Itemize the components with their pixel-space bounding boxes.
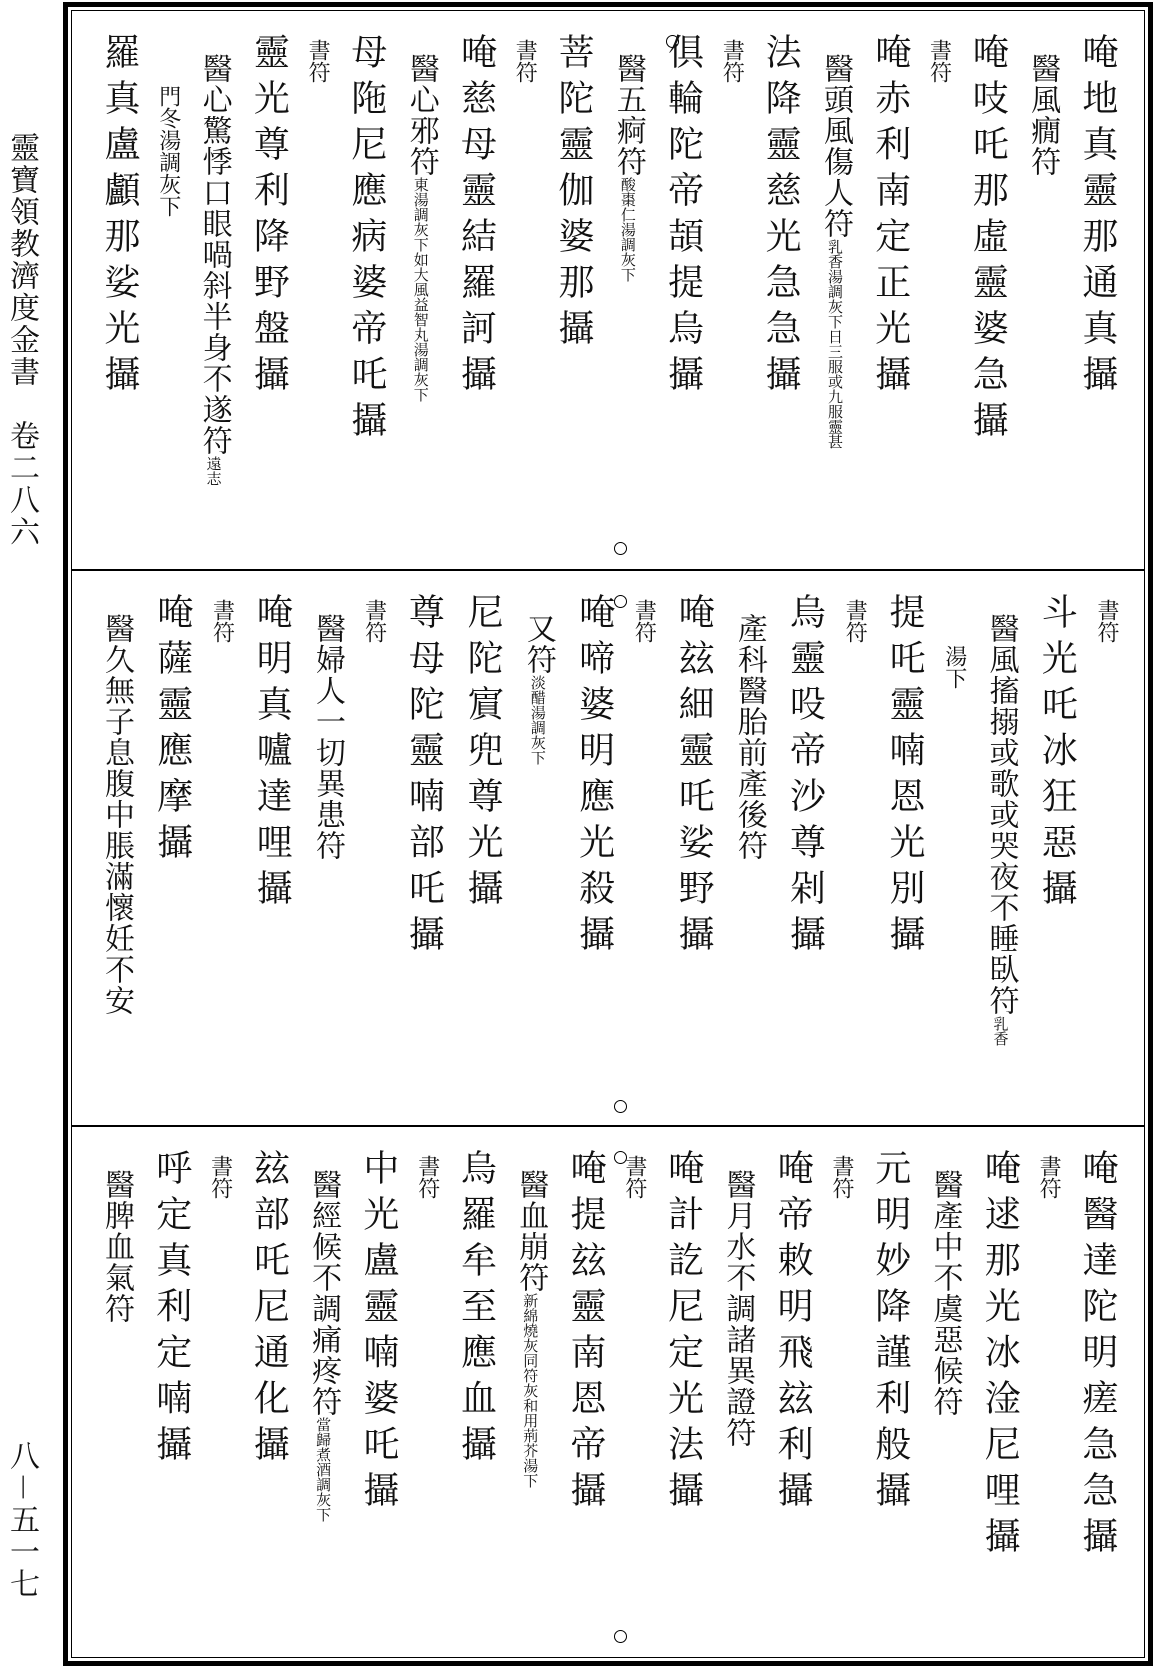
incantation-column <box>867 33 913 529</box>
incantation-column <box>571 593 617 1087</box>
talisman-title-column <box>518 593 558 1107</box>
column-text: 書符 <box>631 599 657 643</box>
column-text: 唵地真靈那通真攝 <box>1076 33 1118 401</box>
column-text: 唵提玆靈南恩帝攝 <box>565 1149 607 1517</box>
incantation-column <box>248 593 294 1087</box>
column-group <box>96 33 1120 529</box>
incantation-column <box>245 33 291 529</box>
page-frame <box>63 2 1153 1666</box>
column-text: 書符 <box>209 599 235 643</box>
talisman-title-column <box>401 33 441 549</box>
column-text: 母陁尼應病婆帝吒攝 <box>345 33 387 447</box>
talisman-title-column <box>303 1149 343 1637</box>
column-group <box>96 593 1120 1087</box>
column-text: 唵慈母靈結羅訶攝 <box>455 33 497 401</box>
instruction-note-column <box>413 1149 441 1623</box>
column-annotation: 當歸煮酒調灰下 <box>314 1417 333 1522</box>
instruction-note-column <box>303 33 331 535</box>
column-text: 烏靈吺帝沙尊剁攝 <box>784 593 826 961</box>
column-text: 醫經候不調痛疼符 <box>306 1169 342 1417</box>
column-text: 書符 <box>207 1155 233 1199</box>
circle-mark-icon <box>614 1100 627 1113</box>
instruction-note-column <box>925 33 953 535</box>
talisman-title-column <box>307 593 347 1107</box>
incantation-column <box>976 1149 1022 1617</box>
incantation-column <box>1074 33 1120 529</box>
circle-mark-icon <box>614 542 627 555</box>
column-text: 斗光吒冰狂惡攝 <box>1036 593 1078 915</box>
column-text: 尊母陀靈喃部吒攝 <box>403 593 445 961</box>
column-text: 產科醫胎前產後符 <box>731 613 767 861</box>
talisman-title-column <box>729 593 769 1107</box>
incantation-column <box>782 593 828 1087</box>
column-text: 唵醫達陀明瘥急急攝 <box>1076 1149 1118 1563</box>
column-annotation: 東湯調灰下如大風益智丸湯調灰下 <box>411 177 430 402</box>
incantation-column <box>96 33 142 529</box>
incantation-column <box>1033 593 1079 1087</box>
column-text: 醫五痾符 <box>610 53 646 177</box>
column-text: 醫久無子息腹中脹滿懷妊不安 <box>99 613 134 1016</box>
column-text: 唵吱吒那虛靈婆急攝 <box>967 33 1009 447</box>
column-text: 書符 <box>414 1155 440 1199</box>
instruction-note-column <box>206 1149 234 1623</box>
column-text: 烏羅牟至應血攝 <box>455 1149 497 1471</box>
column-text: 書符 <box>926 39 952 83</box>
column-text: 醫脾血氣符 <box>99 1169 134 1324</box>
column-text: 書符 <box>305 39 331 83</box>
incantation-column <box>660 1149 706 1617</box>
column-text: 靈光尊利降野盤攝 <box>248 33 290 401</box>
instruction-note-column <box>510 33 538 535</box>
incantation-column <box>562 1149 608 1617</box>
column-annotation: 新綿燒灰同符灰和用荊芥湯下 <box>521 1293 540 1488</box>
incantation-column <box>660 33 706 529</box>
instruction-note-column <box>717 33 745 535</box>
column-text: 又符 <box>520 613 556 675</box>
column-text: 醫風搐搦或歌或哭夜不睡臥符 <box>983 613 1019 1016</box>
talisman-title-column <box>194 33 234 549</box>
column-text: 醫血崩符 <box>513 1169 549 1293</box>
column-text: 書符 <box>842 599 868 643</box>
incantation-column <box>245 1149 291 1617</box>
column-annotation: 淡醋湯調灰下 <box>528 675 547 765</box>
incantation-column <box>757 33 803 529</box>
column-text: 尼陀賔兜尊光攝 <box>462 593 504 915</box>
incantation-column <box>459 593 505 1087</box>
incantation-column <box>881 593 927 1087</box>
talisman-title-column <box>925 1149 965 1637</box>
column-text: 書符 <box>512 39 538 83</box>
column-text: 書符 <box>828 1155 854 1199</box>
margin-book-title: 靈寶領教濟度金書 卷二八六 <box>4 132 39 548</box>
column-text: 書符 <box>1036 1155 1062 1199</box>
column-text: 醫月水不調諸異證符 <box>720 1169 756 1448</box>
incantation-column <box>452 1149 498 1617</box>
column-text: 醫產中不虞惡候符 <box>927 1169 963 1417</box>
column-text: 菩陀靈伽婆那攝 <box>553 33 595 355</box>
column-text: 書符 <box>361 599 387 643</box>
talisman-title-column <box>510 1149 550 1637</box>
incantation-column <box>149 593 195 1087</box>
column-text: 唵帝敕明飛玆利攝 <box>772 1149 814 1517</box>
talisman-title-column <box>608 33 648 549</box>
incantation-column <box>769 1149 815 1617</box>
incantation-column <box>400 593 446 1087</box>
incantation-column <box>550 33 596 529</box>
incantation-column <box>452 33 498 529</box>
column-text: 醫頭風傷人符 <box>817 53 853 239</box>
column-group <box>96 1149 1120 1617</box>
instruction-note-column <box>360 593 388 1093</box>
column-text: 唵計訖尼定光法攝 <box>662 1149 704 1517</box>
instruction-note-column <box>940 593 968 1127</box>
talisman-title-column <box>96 593 136 1107</box>
column-annotation: 乳香 <box>991 1016 1010 1046</box>
incantation-column <box>148 1149 194 1617</box>
instruction-note-column <box>840 593 868 1093</box>
instruction-note-column <box>154 33 182 569</box>
column-text: 唵薩靈應摩攝 <box>151 593 193 869</box>
column-annotation: 乳香湯調灰下日三服或九服靈甚 <box>825 239 844 449</box>
column-text: 元明妙降謹利般攝 <box>869 1149 911 1517</box>
column-text: 玆部吒尼通化攝 <box>248 1149 290 1471</box>
column-text: 書符 <box>621 1155 647 1199</box>
column-text: 門冬湯調灰下 <box>155 85 181 217</box>
incantation-column <box>1074 1149 1120 1617</box>
text-section-top <box>72 11 1144 569</box>
incantation-column <box>867 1149 913 1617</box>
column-text: 唵玆細靈吒娑野攝 <box>673 593 715 961</box>
column-text: 唵明真嚧達哩攝 <box>251 593 293 915</box>
instruction-note-column <box>207 593 235 1093</box>
column-text: 提吒靈喃恩光別攝 <box>884 593 926 961</box>
column-text: 俱輪陀帝頡提烏攝 <box>662 33 704 401</box>
column-text: 法降靈慈光急急攝 <box>760 33 802 401</box>
page-inner-border <box>71 10 1145 1658</box>
column-text: 醫風癇符 <box>1025 53 1061 177</box>
column-text: 書符 <box>1093 599 1119 643</box>
column-text: 唵逑那光冰淦尼哩攝 <box>979 1149 1021 1563</box>
column-annotation: 遠志 <box>204 456 223 486</box>
text-section-middle <box>72 569 1144 1127</box>
talisman-title-column <box>1022 33 1062 549</box>
column-annotation: 酸棗仁湯調灰下 <box>618 177 637 282</box>
instruction-note-column <box>620 1149 648 1623</box>
column-text: 書符 <box>719 39 745 83</box>
talisman-title-column <box>980 593 1020 1107</box>
column-text: 中光盧靈喃婆吒攝 <box>357 1149 399 1517</box>
text-section-bottom <box>72 1125 1144 1657</box>
column-text: 唵啼婆明應光殺攝 <box>573 593 615 961</box>
talisman-title-column <box>96 1149 136 1637</box>
talisman-title-column <box>815 33 855 549</box>
column-text: 湯下 <box>941 645 967 689</box>
incantation-column <box>670 593 716 1087</box>
instruction-note-column <box>827 1149 855 1623</box>
circle-mark-icon <box>614 1630 627 1643</box>
column-text: 呼定真利定喃攝 <box>150 1149 192 1471</box>
incantation-column <box>343 33 389 529</box>
incantation-column <box>964 33 1010 529</box>
instruction-note-column <box>1034 1149 1062 1623</box>
column-text: 醫心驚悸口眼喎斜半身不遂符 <box>196 53 232 456</box>
margin-page-number: 八－五一七 <box>4 1440 39 1600</box>
incantation-column <box>355 1149 401 1617</box>
talisman-title-column <box>717 1149 757 1637</box>
column-text: 羅真盧顱那娑光攝 <box>99 33 140 401</box>
instruction-note-column <box>1092 593 1120 1093</box>
column-text: 醫心邪符 <box>403 53 439 177</box>
column-text: 唵赤利南定正光攝 <box>869 33 911 401</box>
column-text: 醫婦人一切異患符 <box>309 613 345 861</box>
instruction-note-column <box>629 593 657 1093</box>
